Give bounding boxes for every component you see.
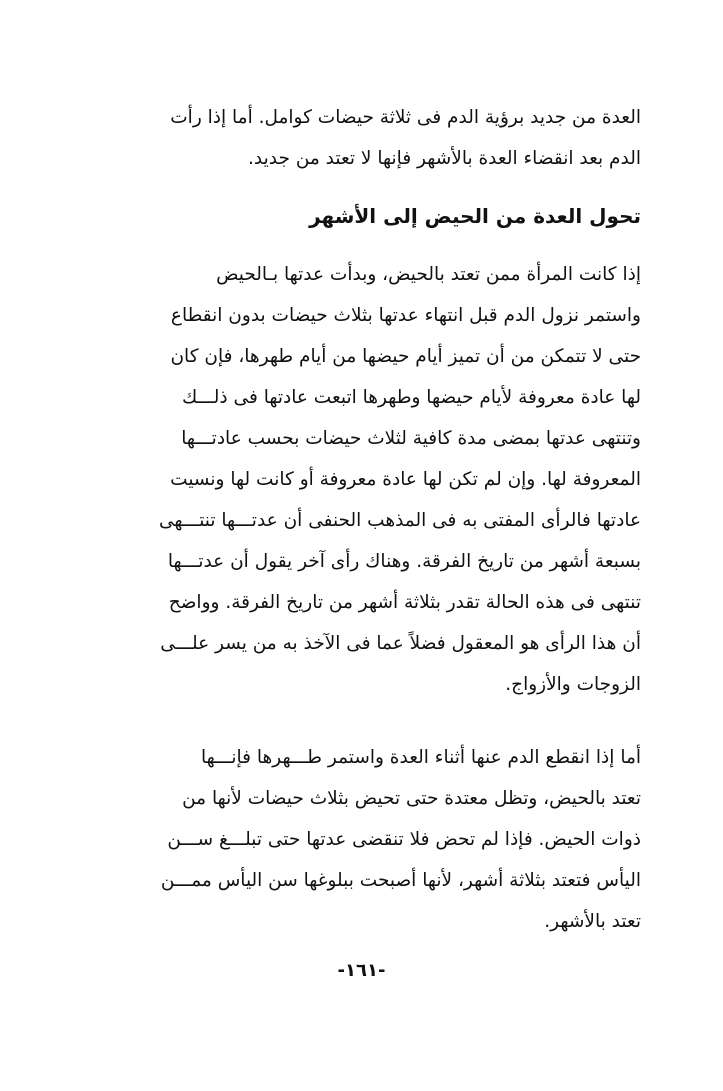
text-line: تعتد بالحيض، وتظل معتدة حتى تحيض بثلاث حيضات لأنها من <box>182 788 641 809</box>
text-line: تنتهى فى هذه الحالة تقدر بثلاثة أشهر من تاريخ الفرقة. وواضح <box>168 592 641 613</box>
text-line: أما إذا انقطع الدم عنها أثناء العدة واستمر طـــهرها فإنـــها <box>200 747 641 768</box>
text-line: إذا كانت المرأة ممن تعتد بالحيض، وبدأت عدتها بـالحيض <box>216 264 641 285</box>
text-line: اليأس فتعتد بثلاثة أشهر، لأنها أصبحت ببلوغها سن اليأس ممـــن <box>160 870 641 891</box>
text-line: ذوات الحيض. فإذا لم تحض فلا تنقضى عدتها حتى تبلـــغ ســـن <box>167 829 641 850</box>
text-line: عادتها فالرأى المفتى به فى المذهب الحنفى أن عدتـــها تنتـــهى <box>158 510 641 531</box>
text-line: العدة من جديد برؤية الدم فى ثلاثة حيضات كوامل. أما إذا رأت <box>170 107 641 128</box>
intro-paragraph <box>121 97 641 179</box>
text-line: الدم بعد انقضاء العدة بالأشهر فإنها لا تعتد من جديد. <box>248 148 641 169</box>
paragraph-1 <box>121 254 641 705</box>
paragraph-2 <box>121 737 641 942</box>
text-line: بسبعة أشهر من تاريخ الفرقة. وهناك رأى آخر يقول أن عدتـــها <box>167 551 641 572</box>
text-line: المعروفة لها. وإن لم تكن لها عادة معروفة أو كانت لها ونسيت <box>170 469 641 490</box>
text-line: الزوجات والأزواج. <box>505 674 641 695</box>
text-line: لها عادة معروفة لأيام حيضها وطهرها اتبعت عادتها فى ذلـــك <box>181 387 641 408</box>
text-line: واستمر نزول الدم قبل انتهاء عدتها بثلاث حيضات بدون انقطاع <box>170 305 641 326</box>
page-number: -١٦١- <box>337 960 386 981</box>
text-line: وتنتهى عدتها بمضى مدة كافية لثلاث حيضات بحسب عادتـــها <box>181 428 641 449</box>
text-line: تعتد بالأشهر. <box>544 911 641 932</box>
text-line: أن هذا الرأى هو المعقول فضلاً عما فى الآخذ به من يسر علـــى <box>160 633 641 654</box>
section-heading: تحول العدة من الحيض إلى الأشهر <box>309 204 641 228</box>
text-line: حتى لا تتمكن من أن تميز أيام حيضها من أيام طهرها، فإن كان <box>170 346 641 367</box>
